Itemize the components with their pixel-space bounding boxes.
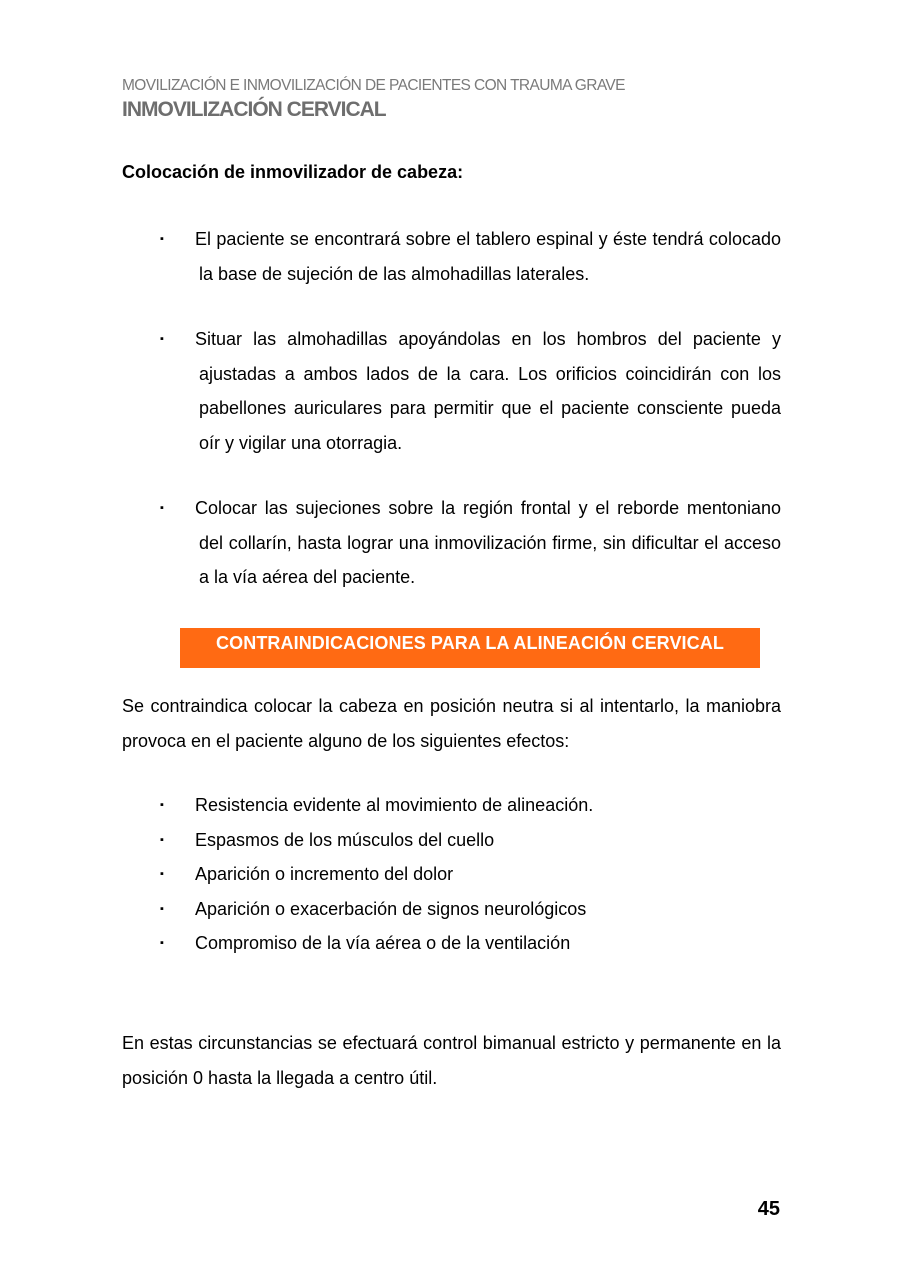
list-item-text: El paciente se encontrará sobre el tablero espinal y éste tendrá colocado la base de sujeción de las almohadillas laterales. <box>195 229 781 284</box>
list-item <box>160 491 781 595</box>
bullet-square-icon: ▪ <box>160 833 164 846</box>
bullet-square-icon: ▪ <box>160 502 164 514</box>
bullet-square-icon: ▪ <box>160 799 164 811</box>
intro-paragraph: Se contraindica colocar la cabeza en posición neutra si al intentarlo, la maniobra provoca en el paciente alguno de los siguientes efectos: <box>122 696 781 751</box>
bullet-square-icon: ▪ <box>160 233 164 245</box>
list-item-text: Aparición o incremento del dolor <box>195 864 454 885</box>
list-item <box>160 222 781 291</box>
list-item-text: Espasmos de los músculos del cuello <box>195 829 495 850</box>
section-banner-title: CONTRAINDICACIONES PARA LA ALINEACIÓN CERVICAL <box>216 633 724 653</box>
section-banner <box>180 628 760 668</box>
list-item-text: Colocar las sujeciones sobre la región frontal y el reborde mentoniano del collarín, hasta lograr una inmovilización firme, sin dificultar el acceso a la vía aérea del paciente. <box>195 498 781 587</box>
running-header-title: INMOVILIZACIÓN CERVICAL <box>122 98 386 121</box>
list-item <box>160 823 781 858</box>
list-item <box>160 857 781 892</box>
bullet-square-icon: ▪ <box>160 333 164 345</box>
bullet-square-icon: ▪ <box>160 902 164 915</box>
list-item-text: Situar las almohadillas apoyándolas en los hombros del paciente y ajustadas a ambos lados de la cara. Los orificios coincidirán con los pabellones auriculares para permitir que el paciente consciente pueda oír y vigilar una otorragia. <box>195 329 781 453</box>
page-number: 45 <box>757 1198 780 1220</box>
list-item-text: Aparición o exacerbación de signos neurológicos <box>195 898 587 919</box>
bullet-square-icon: ▪ <box>160 937 164 950</box>
list-item <box>160 926 781 961</box>
list-item <box>160 322 781 460</box>
bullet-square-icon: ▪ <box>160 868 164 881</box>
contraindications-list <box>160 788 781 961</box>
list-item-text: Resistencia evidente al movimiento de alineación. <box>195 795 594 815</box>
running-header-subtitle: MOVILIZACIÓN E INMOVILIZACIÓN DE PACIENTES CON TRAUMA GRAVE <box>122 77 625 94</box>
list-item <box>160 788 781 823</box>
list-item <box>160 892 781 927</box>
list-item-text: Compromiso de la vía aérea o de la ventilación <box>195 933 571 954</box>
section-heading: Colocación de inmovilizador de cabeza: <box>122 162 464 182</box>
closing-paragraph: En estas circunstancias se efectuará control bimanual estricto y permanente en la posición 0 hasta la llegada a centro útil. <box>122 1033 781 1088</box>
